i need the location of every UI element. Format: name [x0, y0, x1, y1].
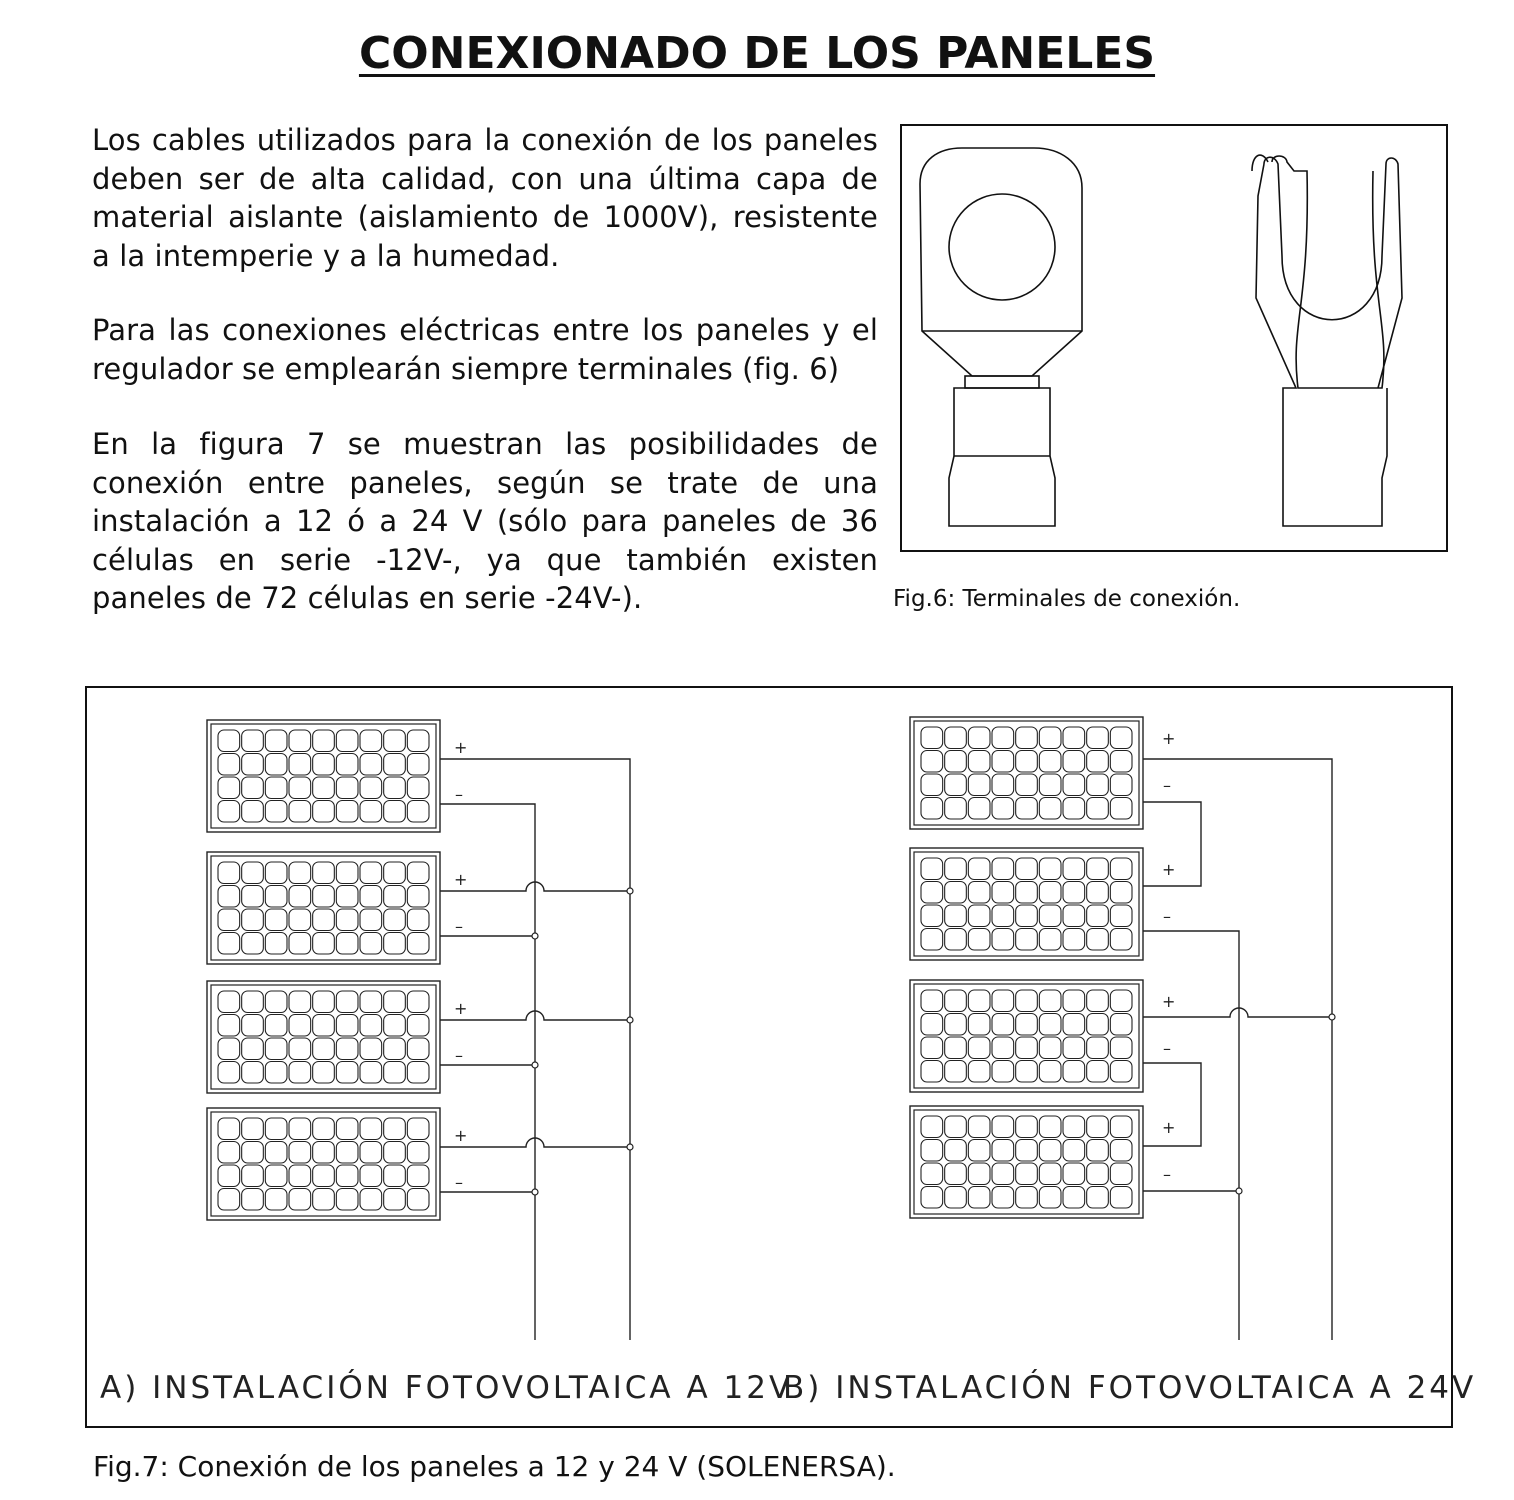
junction-dot — [532, 1189, 538, 1195]
junction-dot — [627, 1144, 633, 1150]
plus-terminal-label: + — [1162, 992, 1176, 1011]
installation-12v-label: A) INSTALACIÓN FOTOVOLTAICA A 12V — [100, 1370, 794, 1406]
plus-terminal-label: + — [1162, 860, 1176, 879]
minus-terminal-label: – — [455, 1173, 463, 1192]
solar-panel — [910, 848, 1143, 960]
solar-panel — [207, 720, 440, 832]
figure-panel-connections — [85, 686, 1453, 1428]
plus-terminal-label: + — [454, 738, 468, 757]
minus-terminal-label: – — [1163, 1165, 1171, 1184]
solar-panel — [910, 717, 1143, 829]
junction-dot — [532, 1062, 538, 1068]
minus-terminal-label: – — [1163, 776, 1171, 795]
solar-panel — [207, 1108, 440, 1220]
junction-dot — [1329, 1014, 1335, 1020]
figure-terminals — [900, 124, 1448, 552]
figure-6-caption: Fig.6: Terminales de conexión. — [893, 586, 1241, 612]
junction-dot — [532, 933, 538, 939]
solar-panel — [207, 981, 440, 1093]
plus-terminal-label: + — [1162, 1118, 1176, 1137]
paragraph-conexion: En la figura 7 se muestran las posibilidades de conexión entre paneles, según se trate de una instalación a 12 ó a 24 V (sólo para paneles de 36 células en serie -12V-, ya que también existen paneles de 72 células en serie -24V-). — [92, 427, 878, 615]
paragraph-terminales: Para las conexiones eléctricas entre los paneles y el regulador se emplearán siempre terminales (fig. 6) — [92, 313, 878, 386]
solar-panel — [910, 980, 1143, 1092]
minus-terminal-label: – — [455, 917, 463, 936]
positive-bus-wire — [1143, 759, 1332, 1340]
solar-panel — [910, 1106, 1143, 1218]
page-title: CONEXIONADO DE LOS PANELES — [358, 28, 1156, 79]
junction-dot — [627, 1017, 633, 1023]
junction-dot — [1236, 1188, 1242, 1194]
minus-terminal-label: – — [1163, 1039, 1171, 1058]
solar-panel — [207, 852, 440, 964]
plus-terminal-label: + — [454, 870, 468, 889]
junction-dot — [627, 888, 633, 894]
minus-terminal-label: – — [455, 1046, 463, 1065]
installation-24v-label: B) INSTALACIÓN FOTOVOLTAICA A 24V — [783, 1370, 1477, 1406]
paragraph-cables: Los cables utilizados para la conexión de los paneles deben ser de alta calidad, con una última capa de material aislante (aislamiento de 1000V), resistente a la intemperie y a la humedad. — [92, 123, 878, 273]
plus-terminal-label: + — [454, 1126, 468, 1145]
plus-terminal-label: + — [1162, 729, 1176, 748]
minus-terminal-label: – — [455, 785, 463, 804]
plus-terminal-label: + — [454, 999, 468, 1018]
ring-terminal-icon — [920, 148, 1082, 526]
figure-7-caption: Fig.7: Conexión de los paneles a 12 y 24 V (SOLENERSA). — [93, 1450, 896, 1483]
minus-terminal-label: – — [1163, 907, 1171, 926]
negative-bus-wire — [1143, 931, 1239, 1340]
fork-terminal-icon — [1252, 155, 1402, 526]
